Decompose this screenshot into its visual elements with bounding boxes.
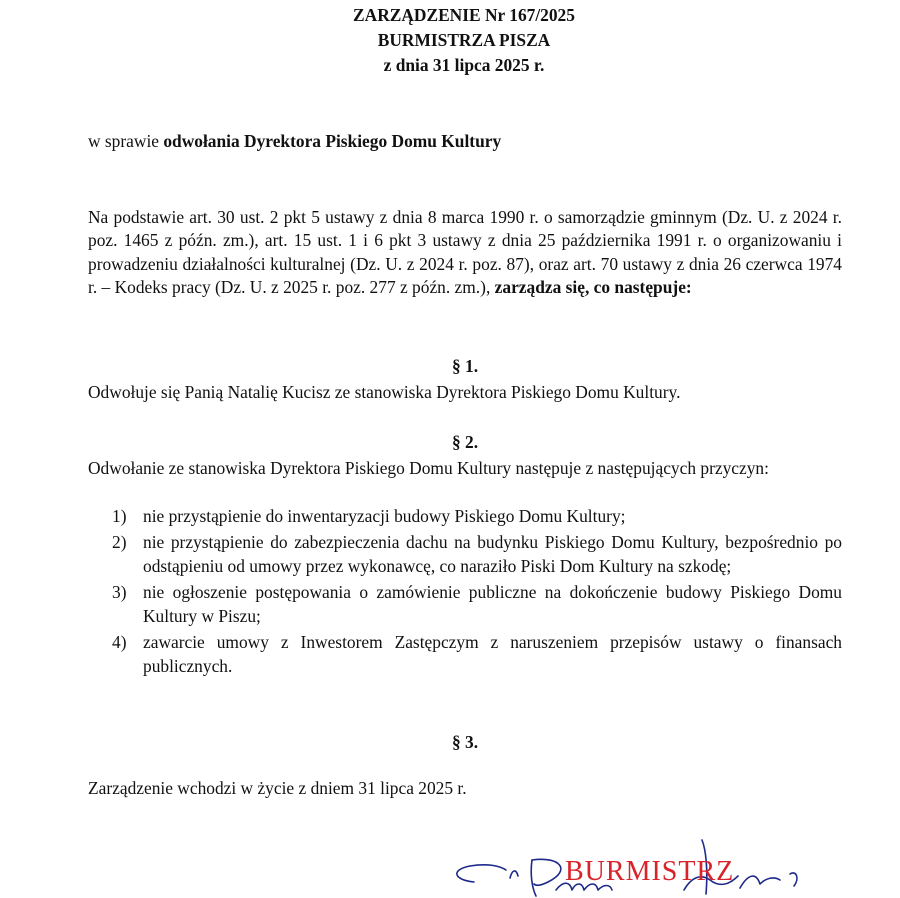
list-item bbox=[88, 630, 842, 678]
document-title: ZARZĄDZENIE Nr 167/2025 bbox=[353, 5, 575, 25]
section-3-title: § 3. bbox=[451, 732, 479, 752]
list-item-text: zawarcie umowy z Inwestorem Zastępczym z naruszeniem przepisów ustawy o finansach publicznych. bbox=[143, 632, 842, 676]
legal-basis-bold: zarządza się, co następuje: bbox=[494, 277, 692, 298]
list-item-number: 1) bbox=[112, 506, 127, 526]
list-item-text: nie przystąpienie do inwentaryzacji budowy Piskiego Domu Kultury; bbox=[143, 506, 626, 526]
list-item bbox=[88, 530, 842, 578]
stamp-burmistrz: BURMISTRZ bbox=[565, 856, 735, 887]
legal-basis-text: Na podstawie art. 30 ust. 2 pkt 5 ustawy z dnia 8 marca 1990 r. o samorządzie gminnym (Dz. U. z 2024 r. poz. 1465 z późn. zm.), art. 15 ust. 1 i 6 pkt 3 ustawy z dnia 25 października 1991 r. o organizowaniu i prowadzeniu działalności kulturalnej (Dz. U. z 2024 r. poz. 87), oraz art. 70 ustawy z dnia 26 czerwca 1974 r. – Kodeks pracy (Dz. U. z 2025 r. poz. 277 z późn. zm.), bbox=[88, 207, 842, 298]
section-2-intro: Odwołanie ze stanowiska Dyrektora Piskiego Domu Kultury następuje z następujących przyczyn: bbox=[88, 458, 769, 478]
subject-prefix: w sprawie bbox=[88, 131, 164, 151]
section-1-title: § 1. bbox=[451, 356, 479, 376]
list-item bbox=[88, 580, 842, 628]
document-issuer: BURMISTRZA PISZA bbox=[377, 30, 551, 50]
document-header bbox=[0, 3, 900, 78]
subject-bold: odwołania Dyrektora Piskiego Domu Kultury bbox=[163, 131, 502, 151]
section-1-text: Odwołuje się Panią Natalię Kucisz ze stanowiska Dyrektora Piskiego Domu Kultury. bbox=[88, 382, 681, 402]
list-item bbox=[88, 504, 842, 528]
reasons-list bbox=[88, 504, 842, 680]
list-item-text: nie ogłoszenie postępowania o zamówienie publiczne na dokończenie budowy Piskiego Domu Kultury w Piszu; bbox=[143, 582, 842, 626]
legal-basis bbox=[88, 206, 842, 300]
section-2-title: § 2. bbox=[451, 432, 479, 452]
document-subject bbox=[88, 129, 501, 153]
list-item-number: 4) bbox=[112, 632, 127, 652]
list-item-text: nie przystąpienie do zabezpieczenia dachu na budynku Piskiego Domu Kultury, bezpośrednio po odstąpieniu od umowy przez wykonawcę, co naraziło Piski Dom Kultury na szkodę; bbox=[143, 532, 842, 576]
document-date: z dnia 31 lipca 2025 r. bbox=[383, 55, 545, 75]
list-item-number: 3) bbox=[112, 582, 127, 602]
list-item-number: 2) bbox=[112, 532, 127, 552]
section-3-text: Zarządzenie wchodzi w życie z dniem 31 lipca 2025 r. bbox=[88, 778, 467, 798]
